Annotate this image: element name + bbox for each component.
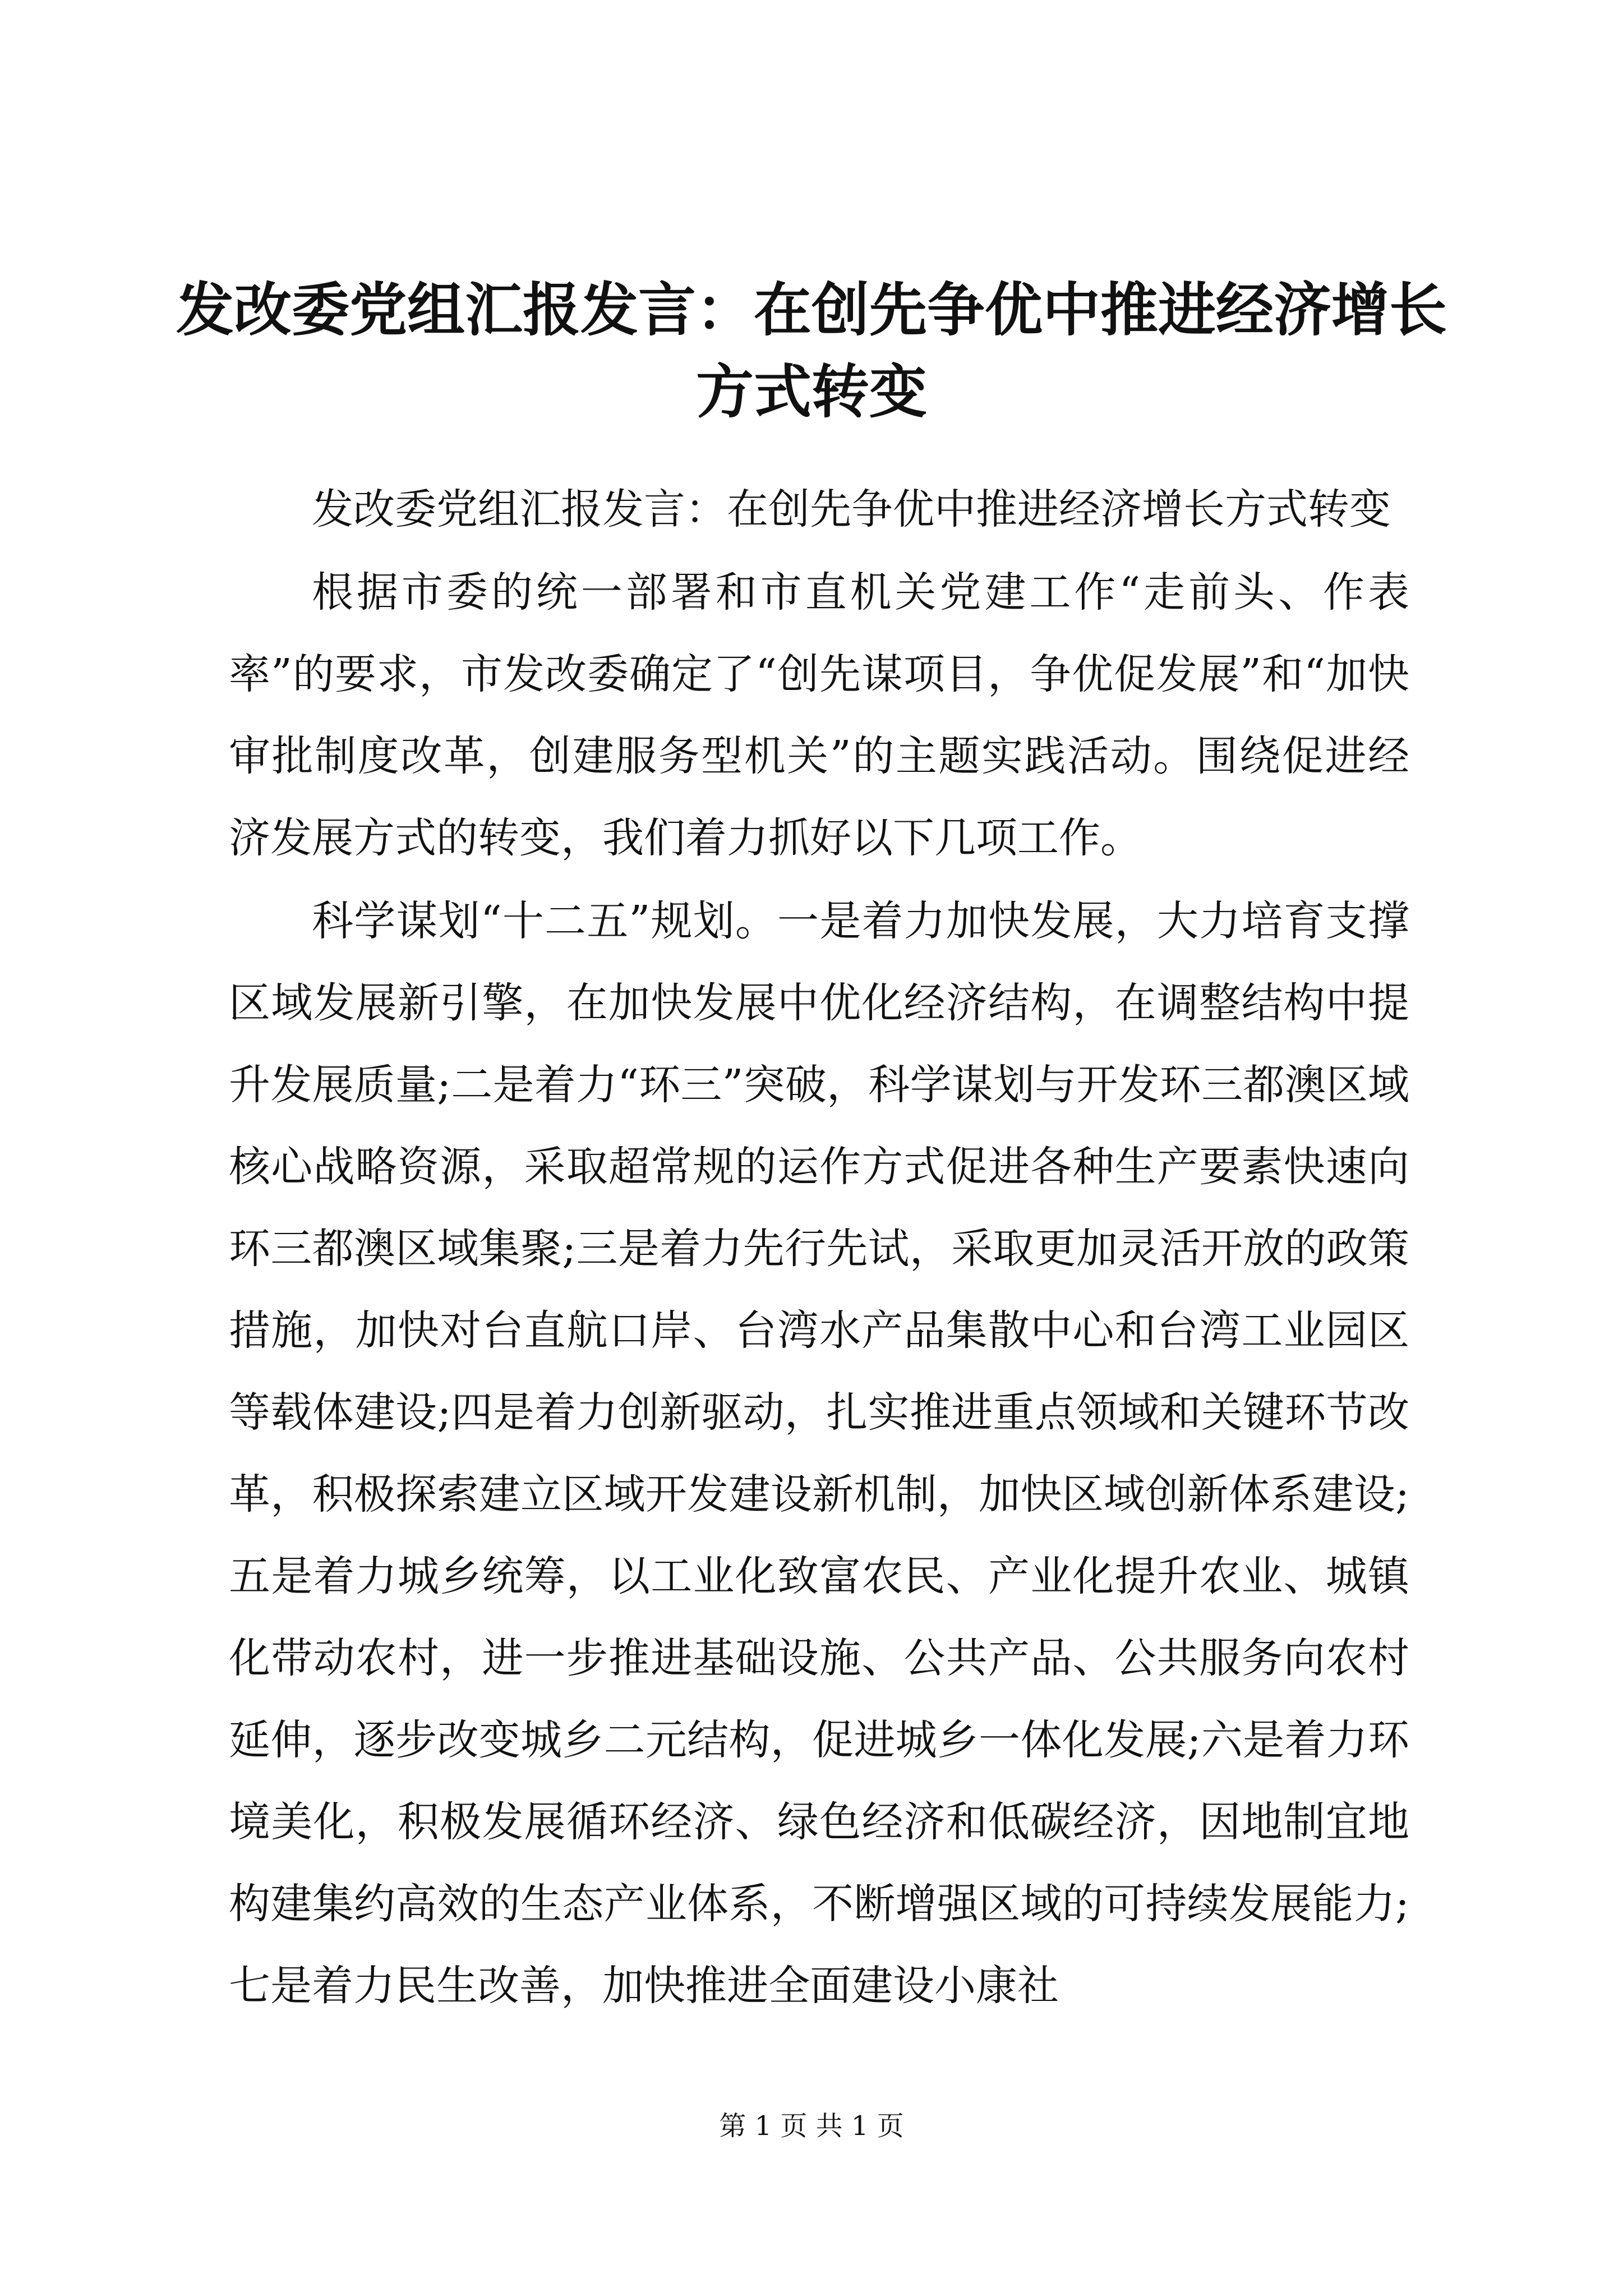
paragraph-heading-repeat: 发改委党组汇报发言：在创先争优中推进经济增长方式转变 <box>312 485 1391 533</box>
document-body <box>229 468 1409 2028</box>
page-title: 发改委党组汇报发言：在创先争优中推进经济增长方式转变 <box>176 276 1447 426</box>
page-number-footer: 第 1 页 共 1 页 <box>719 2110 904 2142</box>
paragraph-planning: 科学谋划“十二五”规划。一是着力加快发展，大力培育支撑区域发展新引擎，在加快发展中优化经济结构，在调整结构中提升发展质量;二是着力“环三”突破，科学谋划与开发环三都澳区域核心战略资源，采取超常规的运作方式促进各种生产要素快速向环三都澳区域集聚;三是着力先行先试，采取更加灵活开放的政策措施，加快对台直航口岸、台湾水产品集散中心和台湾工业园区等载体建设;四是着力创新驱动，扎实推进重点领域和关键环节改革，积极探索建立区域开发建设新机制，加快区域创新体系建设;五是着力城乡统筹，以工业化致富农民、产业化提升农业、城镇化带动农村，进一步推进基础设施、公共产品、公共服务向农村延伸，逐步改变城乡二元结构，促进城乡一体化发展;六是着力环境美化，积极发展循环经济、绿色经济和低碳经济，因地制宜地构建集约高效的生态产业体系，不断增强区域的可持续发展能力;七是着力民生改善，加快推进全面建设小康社 <box>229 897 1409 2010</box>
paragraph-intro: 根据市委的统一部署和市直机关党建工作“走前头、作表率”的要求，市发改委确定了“创先谋项目，争优促发展”和“加快审批制度改革，创建服务型机关”的主题实践活动。围绕促进经济发展方式的转变，我们着力抓好以下几项工作。 <box>229 568 1409 862</box>
